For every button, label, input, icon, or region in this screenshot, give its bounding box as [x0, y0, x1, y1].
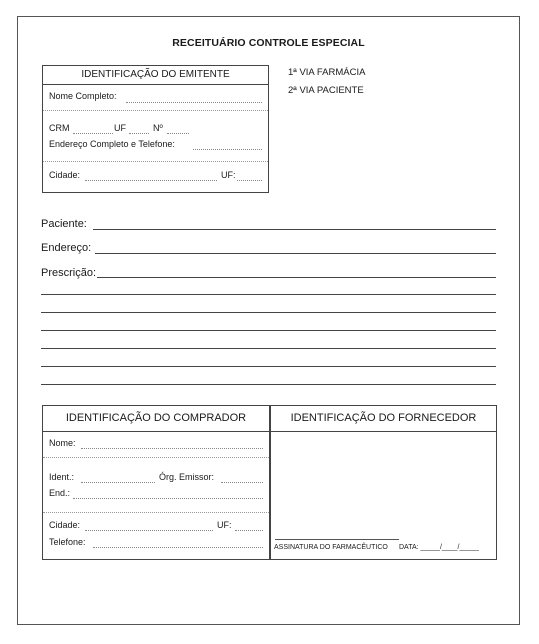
telefone-label: Telefone:: [49, 537, 86, 547]
emitente-uf-field[interactable]: [129, 133, 149, 134]
endereco-label: Endereço:: [41, 242, 92, 254]
prescricao-line[interactable]: [41, 348, 496, 349]
divider: [43, 161, 268, 162]
assinatura-field[interactable]: [275, 539, 399, 540]
prescricao-label: Prescrição:: [41, 267, 97, 279]
prescricao-line[interactable]: [41, 384, 496, 385]
via-paciente: 2ª VIA PACIENTE: [288, 85, 364, 96]
paciente-field[interactable]: [93, 229, 496, 230]
via-farmacia: 1ª VIA FARMÁCIA: [288, 67, 366, 78]
prescricao-field[interactable]: [97, 277, 496, 278]
telefone-field[interactable]: [93, 547, 263, 548]
comprador-uf-field[interactable]: [235, 530, 263, 531]
emitente-uf2-field[interactable]: [237, 180, 262, 181]
assinatura-label: ASSINATURA DO FARMACÊUTICO: [274, 544, 388, 551]
prescricao-line[interactable]: [41, 366, 496, 367]
fornecedor-heading: IDENTIFICAÇÃO DO FORNECEDOR: [271, 406, 496, 432]
crm-field[interactable]: [73, 133, 113, 134]
comprador-end-field[interactable]: [73, 498, 263, 499]
numero-field[interactable]: [167, 133, 189, 134]
endereco-telefone-label: Endereço Completo e Telefone:: [49, 139, 175, 149]
fornecedor-box: [270, 405, 497, 560]
comprador-nome-field[interactable]: [81, 448, 263, 449]
paciente-label: Paciente:: [41, 218, 87, 230]
emitente-cidade-field[interactable]: [85, 180, 217, 181]
ident-label: Ident.:: [49, 472, 75, 482]
divider: [43, 512, 269, 513]
emitente-cidade-label: Cidade:: [49, 170, 81, 180]
prescription-form: [17, 16, 520, 625]
prescricao-line[interactable]: [41, 330, 496, 331]
ident-field[interactable]: [81, 482, 155, 483]
emitente-nome-field[interactable]: [126, 102, 262, 103]
comprador-uf-label: UF:: [217, 520, 232, 530]
comprador-box: [42, 405, 270, 560]
numero-label: Nº: [153, 123, 163, 133]
emitente-uf2-label: UF:: [221, 170, 236, 180]
prescricao-line[interactable]: [41, 294, 496, 295]
comprador-end-label: End.:: [49, 488, 71, 498]
divider: [43, 110, 268, 111]
endereco-field[interactable]: [95, 253, 496, 254]
emitente-heading: IDENTIFICAÇÃO DO EMITENTE: [43, 66, 268, 85]
prescricao-line[interactable]: [41, 312, 496, 313]
orgao-emissor-field[interactable]: [221, 482, 263, 483]
endereco-telefone-field[interactable]: [193, 149, 262, 150]
orgao-emissor-label: Órg. Emissor:: [159, 472, 215, 482]
divider: [43, 457, 269, 458]
emitente-box: [42, 65, 269, 193]
comprador-nome-label: Nome:: [49, 438, 76, 448]
comprador-heading: IDENTIFICAÇÃO DO COMPRADOR: [43, 406, 269, 432]
comprador-cidade-label: Cidade:: [49, 520, 81, 530]
data-field[interactable]: DATA: _____/____/_____: [399, 544, 479, 551]
crm-label: CRM: [49, 123, 70, 133]
form-title: RECEITUÁRIO CONTROLE ESPECIAL: [172, 37, 365, 49]
comprador-cidade-field[interactable]: [85, 530, 213, 531]
emitente-nome-label: Nome Completo:: [49, 91, 117, 101]
emitente-uf-label: UF: [114, 123, 126, 133]
